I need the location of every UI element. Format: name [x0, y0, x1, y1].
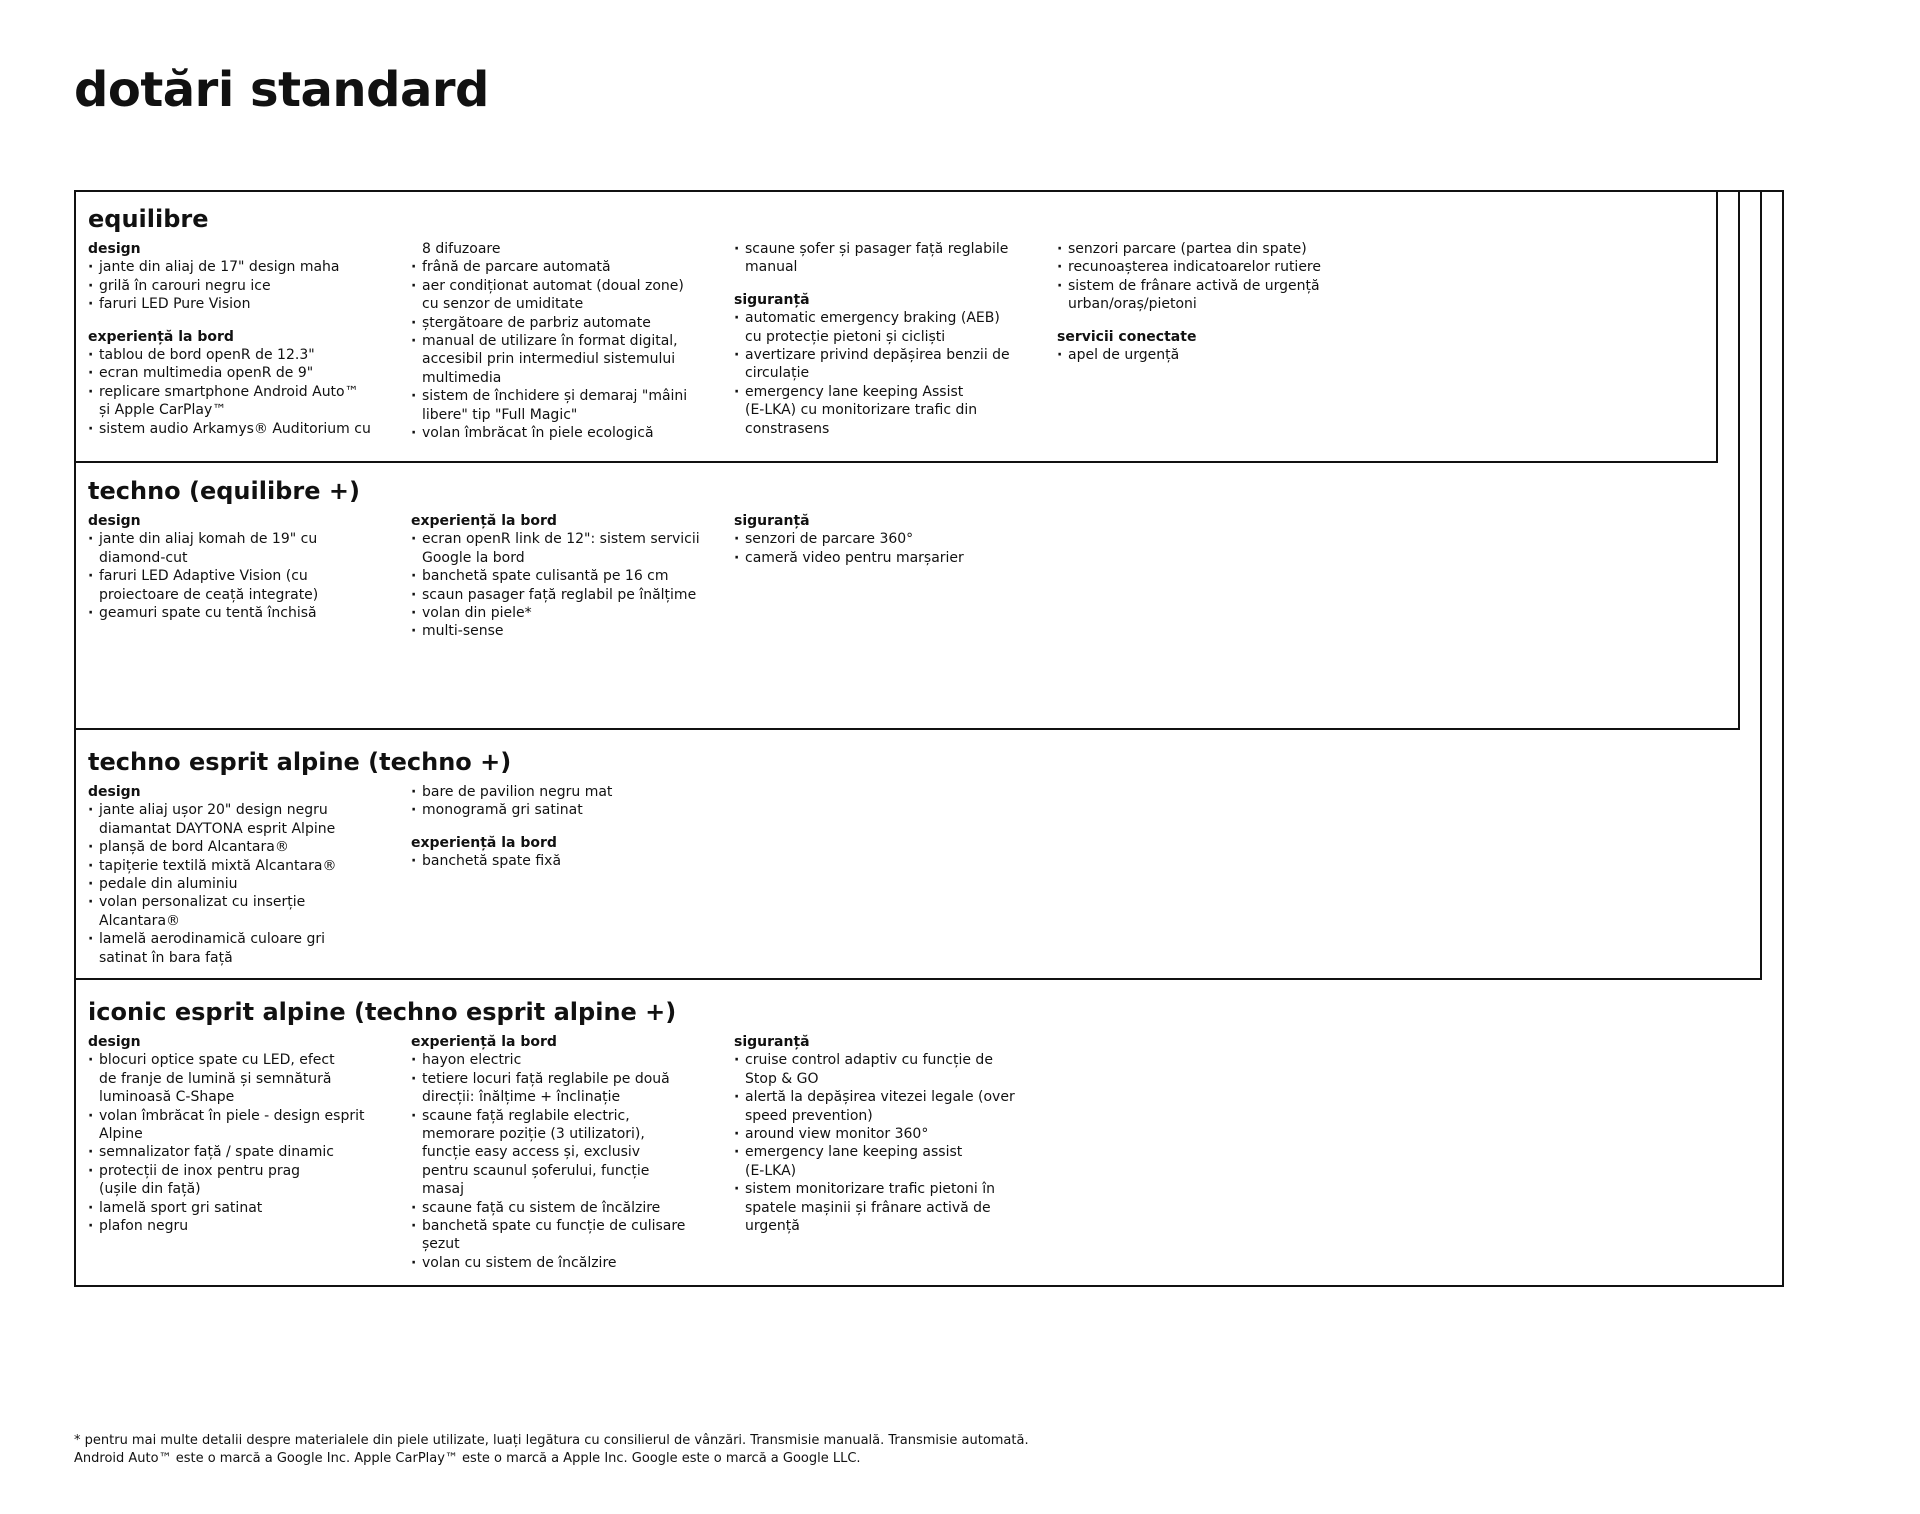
feature-item: · emergency lane keeping assist (E-LKA) [734, 1143, 1057, 1180]
feature-list [734, 309, 1057, 438]
feature-group [411, 1033, 734, 1272]
feature-column [88, 240, 411, 456]
feature-item: · senzori de parcare 360° [734, 530, 1057, 548]
feature-list [411, 1051, 734, 1272]
feature-group [734, 291, 1057, 438]
feature-item: · sistem audio Arkamys® Auditorium cu [88, 420, 411, 438]
feature-item: · replicare smartphone Android Auto™ și Apple CarPlay™ [88, 383, 411, 420]
feature-item: · sistem monitorizare trafic pietoni în spatele mașinii și frânare activă de urgență [734, 1180, 1057, 1235]
feature-column [88, 1033, 411, 1286]
feature-item: · tetiere locuri față reglabile pe două direcții: înălțime + înclinație [411, 1070, 734, 1107]
feature-item: · sistem de frânare activă de urgență urban/oraș/pietoni [1057, 277, 1380, 314]
section-columns [88, 512, 1688, 655]
feature-group-heading: design [88, 241, 141, 257]
feature-item: · manual de utilizare în format digital, accesibil prin intermediul sistemului multimedia [411, 332, 734, 387]
feature-item: · volan personalizat cu inserție Alcantara® [88, 893, 411, 930]
feature-list [88, 530, 411, 622]
feature-item: · sistem de închidere și demaraj "mâini libere" tip "Full Magic" [411, 387, 734, 424]
section-title: techno esprit alpine (techno +) [88, 748, 512, 776]
feature-column [734, 1033, 1057, 1286]
section-equilibre [88, 204, 1688, 456]
feature-list [88, 801, 411, 967]
feature-group-heading: design [88, 784, 141, 800]
feature-column [734, 240, 1057, 456]
feature-column [88, 512, 411, 655]
feature-column [88, 783, 411, 981]
feature-item: · planșă de bord Alcantara® [88, 838, 411, 856]
feature-list [88, 346, 411, 438]
section-techno [88, 476, 1688, 655]
feature-group [1057, 328, 1380, 365]
feature-list [88, 1051, 411, 1235]
feature-group-heading: experiență la bord [411, 513, 557, 529]
feature-item: · volan din piele* [411, 604, 734, 622]
feature-item: · avertizare privind depășirea benzii de circulație [734, 346, 1057, 383]
feature-item: · ștergătoare de parbriz automate [411, 314, 734, 332]
feature-item: · ecran multimedia openR de 9" [88, 364, 411, 382]
feature-item: · pedale din aluminiu [88, 875, 411, 893]
feature-group-heading: experiență la bord [411, 834, 557, 851]
feature-group [88, 240, 411, 314]
feature-group-heading: siguranță [734, 1034, 810, 1050]
feature-item: · scaune față cu sistem de încălzire [411, 1199, 734, 1217]
feature-group [734, 1033, 1057, 1235]
feature-item: · scaune față reglabile electric, memorare poziție (3 utilizatori), funcție easy access și, exclusiv pentru scaunul șoferului, funcție masaj [411, 1107, 734, 1199]
page-title: dotări standard [74, 62, 489, 118]
feature-list [411, 258, 734, 442]
feature-group [88, 1033, 411, 1235]
section-title: iconic esprit alpine (techno esprit alpine +) [88, 998, 677, 1026]
feature-item: · recunoașterea indicatoarelor rutiere [1057, 258, 1380, 276]
feature-group [88, 512, 411, 622]
feature-list [411, 783, 734, 820]
feature-item: · alertă la depășirea vitezei legale (over speed prevention) [734, 1088, 1057, 1125]
feature-item: · around view monitor 360° [734, 1125, 1057, 1143]
feature-item: · cruise control adaptiv cu funcție de Stop & GO [734, 1051, 1057, 1088]
feature-item: · faruri LED Pure Vision [88, 295, 411, 313]
feature-item: · ecran openR link de 12": sistem servicii Google la bord [411, 530, 734, 567]
feature-item: · volan cu sistem de încălzire [411, 1254, 734, 1272]
feature-group [1057, 240, 1380, 314]
feature-item: · lamelă sport gri satinat [88, 1199, 411, 1217]
feature-item: · tablou de bord openR de 12.3" [88, 346, 411, 364]
section-title: equilibre [88, 205, 209, 233]
feature-group-heading: design [88, 513, 141, 529]
feature-group [411, 783, 734, 820]
feature-item: · jante din aliaj komah de 19" cu diamond-cut [88, 530, 411, 567]
feature-item: · banchetă spate cu funcție de culisare șezut [411, 1217, 734, 1254]
feature-group-heading: design [88, 1034, 141, 1050]
feature-item: · volan îmbrăcat în piele - design esprit Alpine [88, 1107, 411, 1144]
section-columns [88, 240, 1688, 456]
feature-list [734, 530, 1057, 567]
feature-group [411, 240, 734, 442]
section-columns [88, 1033, 1688, 1286]
feature-item: · faruri LED Adaptive Vision (cu proiectoare de ceață integrate) [88, 567, 411, 604]
feature-column [411, 783, 734, 981]
feature-item: · emergency lane keeping Assist (E-LKA) cu monitorizare trafic din constrasens [734, 383, 1057, 438]
feature-item: · monogramă gri satinat [411, 801, 734, 819]
feature-list [411, 530, 734, 640]
feature-item: · apel de urgență [1057, 346, 1380, 364]
feature-group-heading: experiență la bord [88, 328, 234, 345]
footnote-line-2: Android Auto™ este o marcă a Google Inc. Apple CarPlay™ este o marcă a Apple Inc. Google este o marcă a Google LLC. [74, 1451, 861, 1466]
feature-item: · cameră video pentru marșarier [734, 549, 1057, 567]
footnote-line-1: * pentru mai multe detalii despre materialele din piele utilizate, luați legătura cu consilierul de vânzări. Transmisie manuală. Transmisie automată. [74, 1433, 1029, 1448]
feature-list [88, 258, 411, 313]
section-title: techno (equilibre +) [88, 477, 360, 505]
feature-list [1057, 240, 1380, 314]
feature-item: · multi-sense [411, 622, 734, 640]
feature-item: · lamelă aerodinamică culoare gri satinat în bara față [88, 930, 411, 967]
feature-group [411, 512, 734, 641]
feature-group-heading: servicii conectate [1057, 328, 1197, 345]
feature-column [1057, 240, 1380, 456]
feature-group [734, 240, 1057, 277]
feature-item: · volan îmbrăcat în piele ecologică [411, 424, 734, 442]
section-techno-esprit-alpine [88, 747, 1688, 981]
feature-item: · plafon negru [88, 1217, 411, 1235]
feature-item: · banchetă spate culisantă pe 16 cm [411, 567, 734, 585]
feature-group [411, 834, 734, 871]
feature-item: · jante aliaj ușor 20" design negru diamantat DAYTONA esprit Alpine [88, 801, 411, 838]
footnote [74, 1432, 1374, 1468]
feature-list [1057, 346, 1380, 364]
feature-item: · semnalizator față / spate dinamic [88, 1143, 411, 1161]
feature-column [411, 512, 734, 655]
feature-item: · blocuri optice spate cu LED, efect de franje de lumină și semnătură luminoasă C-Shape [88, 1051, 411, 1106]
feature-group-heading: siguranță [734, 513, 810, 529]
feature-item: · automatic emergency braking (AEB) cu protecție pietoni și cicliști [734, 309, 1057, 346]
feature-column [411, 1033, 734, 1286]
feature-group [88, 783, 411, 967]
feature-item: · banchetă spate fixă [411, 852, 734, 870]
feature-item: · bare de pavilion negru mat [411, 783, 734, 801]
feature-group-heading: experiență la bord [411, 1034, 557, 1050]
feature-group [88, 328, 411, 438]
feature-item: · jante din aliaj de 17" design maha [88, 258, 411, 276]
feature-item: · hayon electric [411, 1051, 734, 1069]
feature-group [734, 512, 1057, 567]
feature-list [411, 852, 734, 870]
feature-item: · geamuri spate cu tentă închisă [88, 604, 411, 622]
feature-column [411, 240, 734, 456]
feature-item: · grilă în carouri negru ice [88, 277, 411, 295]
feature-group-heading: siguranță [734, 291, 810, 308]
feature-item: · frână de parcare automată [411, 258, 734, 276]
feature-item-continuation: 8 difuzoare [422, 241, 501, 257]
feature-item: · aer condiționat automat (doual zone) cu senzor de umiditate [411, 277, 734, 314]
feature-item: · scaun pasager față reglabil pe înălțime [411, 586, 734, 604]
feature-item: · senzori parcare (partea din spate) [1057, 240, 1380, 258]
section-columns [88, 783, 1688, 981]
feature-column [734, 512, 1057, 655]
feature-item: · protecții de inox pentru prag (ușile din față) [88, 1162, 411, 1199]
feature-list [734, 240, 1057, 277]
feature-list [734, 1051, 1057, 1235]
section-iconic-esprit-alpine [88, 997, 1688, 1286]
feature-item: · tapițerie textilă mixtă Alcantara® [88, 857, 411, 875]
feature-item: · scaune șofer și pasager față reglabile manual [734, 240, 1057, 277]
